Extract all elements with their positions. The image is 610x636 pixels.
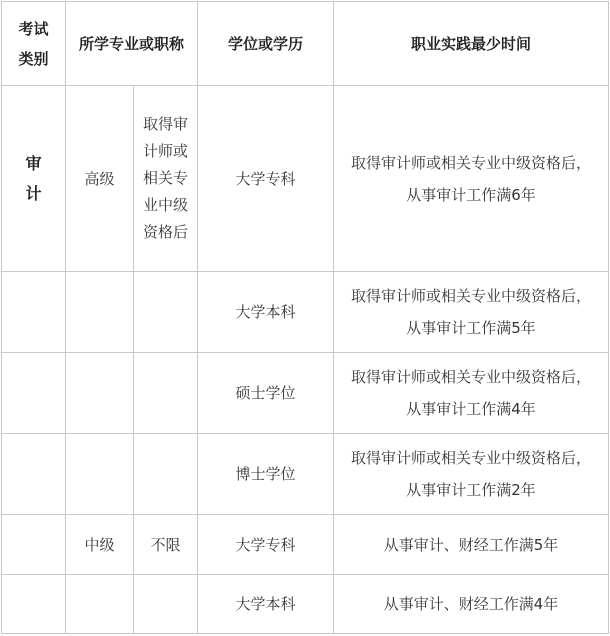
table-row (2, 353, 609, 434)
table-row (2, 434, 609, 515)
table-row (2, 515, 609, 575)
qualification-table (1, 1, 609, 634)
practice-cell: 取得审计师或相关专业中级资格后， 从事审计工作满5年 (334, 272, 609, 353)
level-cell (66, 272, 134, 353)
level-cell (66, 575, 134, 634)
header-row (2, 2, 609, 86)
practice-cell: 取得审计师或相关专业中级资格后， 从事审计工作满6年 (334, 86, 609, 272)
condition-cell: 不限 (134, 515, 198, 575)
condition-cell (134, 434, 198, 515)
table-row (2, 86, 609, 272)
level-cell (66, 353, 134, 434)
category-cell: 审 计 (2, 86, 66, 272)
condition-cell (134, 353, 198, 434)
table-row (2, 272, 609, 353)
condition-cell (134, 575, 198, 634)
practice-cell: 从事审计、财经工作满4年 (334, 575, 609, 634)
degree-cell: 博士学位 (198, 434, 334, 515)
level-cell: 高级 (66, 86, 134, 272)
category-cell (2, 515, 66, 575)
condition-cell: 取得审计师或相关专业中级资格后 (134, 86, 198, 272)
degree-cell: 大学专科 (198, 515, 334, 575)
header-degree: 学位或学历 (198, 2, 334, 86)
practice-cell: 取得审计师或相关专业中级资格后， 从事审计工作满2年 (334, 434, 609, 515)
degree-cell: 大学专科 (198, 86, 334, 272)
category-cell (2, 272, 66, 353)
level-cell (66, 434, 134, 515)
table-row (2, 575, 609, 634)
degree-cell: 硕士学位 (198, 353, 334, 434)
header-category: 考试 类别 (2, 2, 66, 86)
category-cell (2, 575, 66, 634)
practice-cell: 从事审计、财经工作满5年 (334, 515, 609, 575)
degree-cell: 大学本科 (198, 272, 334, 353)
degree-cell: 大学本科 (198, 575, 334, 634)
header-practice: 职业实践最少时间 (334, 2, 609, 86)
condition-cell (134, 272, 198, 353)
level-cell: 中级 (66, 515, 134, 575)
category-cell (2, 353, 66, 434)
header-major: 所学专业或职称 (66, 2, 198, 86)
category-cell (2, 434, 66, 515)
practice-cell: 取得审计师或相关专业中级资格后， 从事审计工作满4年 (334, 353, 609, 434)
